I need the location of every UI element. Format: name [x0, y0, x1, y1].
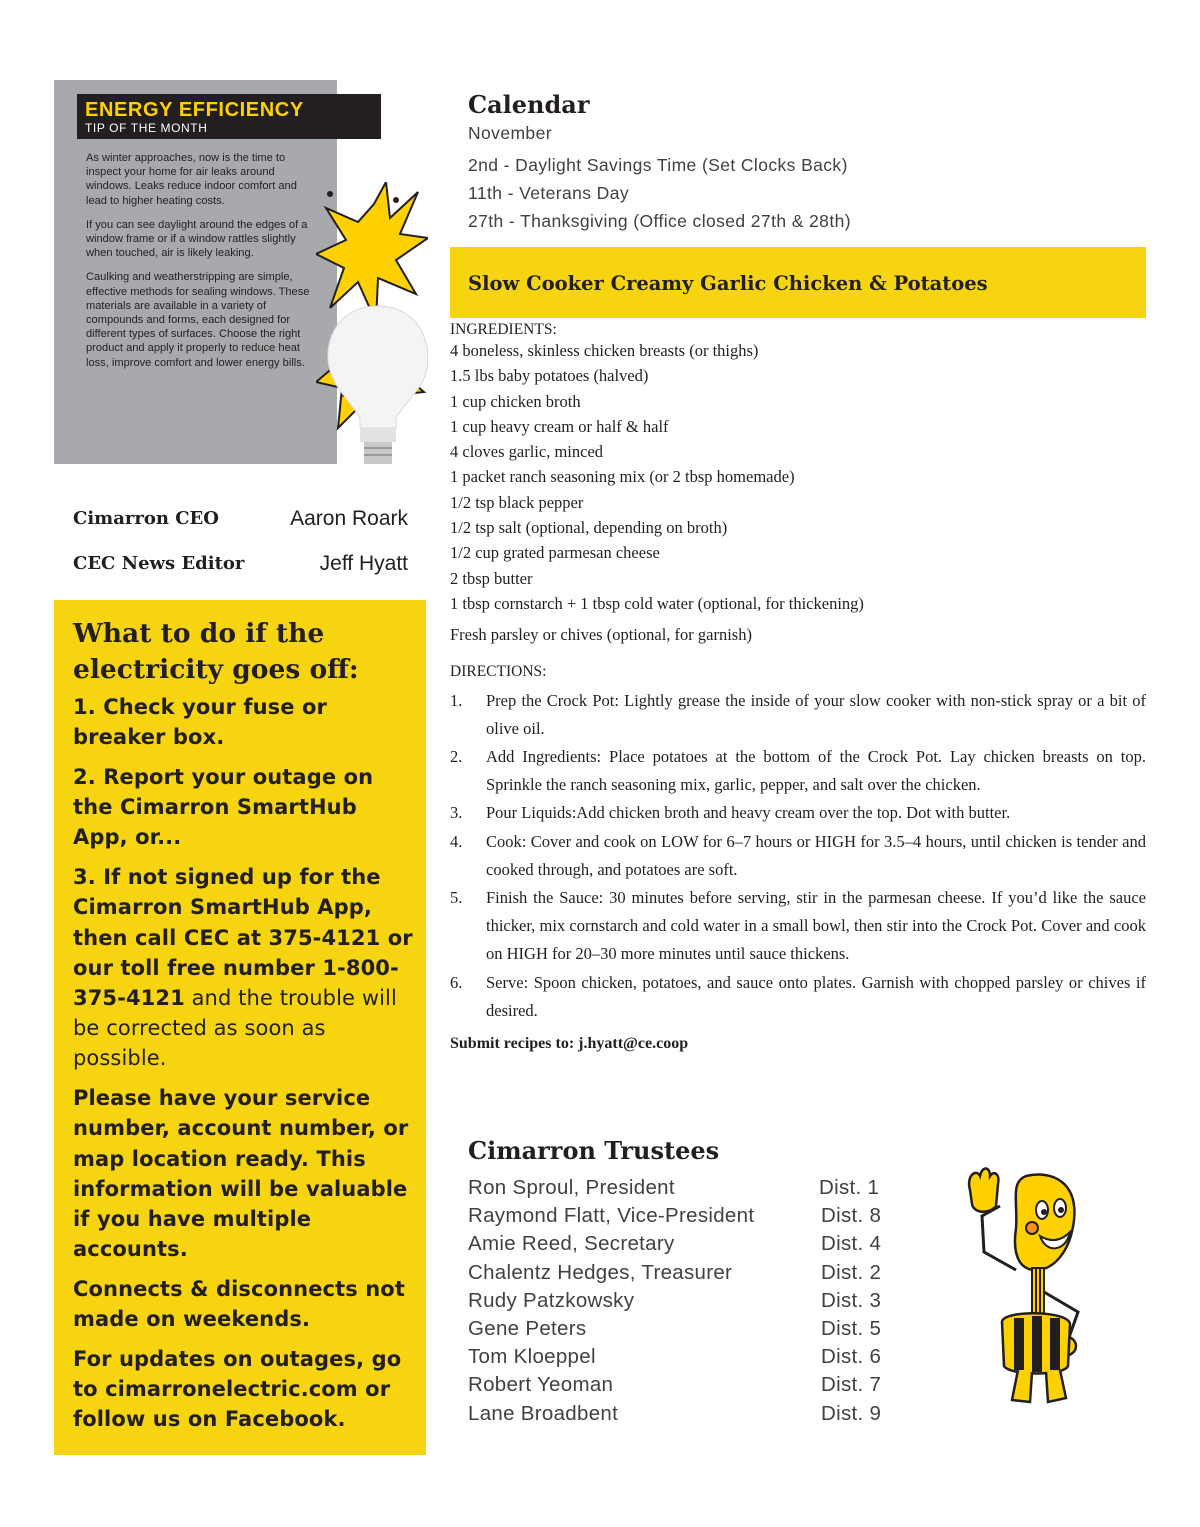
- ingredient-item: 1 tbsp cornstarch + 1 tbsp cold water (optional, for thickening): [450, 593, 864, 613]
- step-text: Serve: Spoon chicken, potatoes, and sauce onto plates. Garnish with chopped parsley or chives if desired.: [486, 972, 1146, 1020]
- ingredient-item: 1 cup chicken broth: [450, 391, 581, 411]
- trustee-district: Dist. 3: [821, 1288, 882, 1312]
- outage-step-rest: and the trouble will be corrected as soon as possible.: [73, 986, 397, 1071]
- mascot-arm: [982, 1206, 1016, 1270]
- submit-recipes-line: Submit recipes to: j.hyatt@ce.coop: [450, 1035, 689, 1052]
- step-text: Cook: Cover and cook on LOW for 6–7 hours or HIGH for 3.5–4 hours, until chicken is tender and cooked through, and potatoes are soft.: [486, 831, 1146, 879]
- trustee-row: [468, 1176, 908, 1204]
- mascot-nose: [1026, 1222, 1038, 1234]
- recipe-title-band: [450, 247, 1146, 318]
- ingredients-label: INGREDIENTS:: [450, 321, 557, 338]
- calendar-title: Calendar: [468, 90, 590, 119]
- outage-weekends: Connects & disconnects not made on weekends.: [73, 1277, 405, 1332]
- trustee-name: Tom Kloeppel: [468, 1345, 596, 1369]
- ingredient-item: 1/2 tsp black pepper: [450, 492, 584, 512]
- outage-step: [73, 862, 414, 1073]
- mascot-illustration: [960, 1162, 1088, 1408]
- trustee-district: Dist. 8: [821, 1204, 882, 1228]
- energy-tip-paragraph: As winter approaches, now is the time to inspect your home for air leaks around windows. Leaks reduce indoor comfort and lead to higher heating costs.: [86, 152, 297, 207]
- outage-step: 2. Report your outage on the Cimarron SmartHub App, or...: [73, 765, 374, 850]
- trustee-district: Dist. 2: [821, 1260, 882, 1284]
- mascot-leg: [1012, 1370, 1032, 1402]
- calendar-item: 27th - Thanksgiving (Office closed 27th & 28th): [468, 211, 851, 231]
- energy-tip-text: [86, 151, 318, 380]
- recipe-section: [450, 322, 1146, 1055]
- step-text: Finish the Sauce: 30 minutes before serving, stir in the parmesan cheese. If you’d like the sauce thicker, mix cornstarch and cold water in a small bowl, then stir into the Crock Pot. Cover and cook on HIGH for 20–30 more minutes until sauce thickens.: [486, 887, 1146, 964]
- trustee-name: Robert Yeoman: [468, 1373, 614, 1397]
- trustee-name: Amie Reed, Secretary: [468, 1232, 675, 1256]
- directions-label: DIRECTIONS:: [450, 662, 547, 680]
- calendar-month: November: [468, 123, 552, 143]
- trustee-row: [468, 1289, 908, 1317]
- direction-step: [450, 969, 1146, 1025]
- trustee-row: [468, 1402, 908, 1430]
- step-text: Prep the Crock Pot: Lightly grease the inside of your slow cooker with non-stick spray or a bit of olive oil.: [486, 690, 1146, 738]
- bulb-base: [360, 428, 396, 442]
- trustee-district: Dist. 7: [821, 1373, 882, 1397]
- outage-info: Please have your service number, account number, or map location ready. This information will be valuable if you have multiple accounts.: [73, 1086, 409, 1262]
- bulb-screw: [364, 442, 392, 464]
- step-number: 6.: [450, 972, 463, 992]
- outage-updates: For updates on outages, go to cimarronelectric.com or follow us on Facebook.: [73, 1347, 402, 1432]
- outage-heading: What to do if the electricity goes off:: [73, 618, 359, 685]
- energy-tip-paragraph: If you can see daylight around the edges of a window frame or if a window rattles slightly when touched, air is likely leaking.: [86, 218, 308, 260]
- energy-tip-subtitle: TIP OF THE MONTH: [85, 121, 208, 135]
- trustee-district: Dist. 9: [821, 1401, 882, 1425]
- trustee-row: [468, 1345, 908, 1373]
- starburst-shape: [316, 182, 428, 322]
- calendar-section: [468, 88, 1168, 235]
- ingredient-item: 1 cup heavy cream or half & half: [450, 416, 669, 436]
- direction-step: [450, 687, 1146, 743]
- trustee-district: Dist. 6: [821, 1345, 882, 1369]
- direction-step: [450, 799, 1146, 827]
- step-text: Pour Liquids:Add chicken broth and heavy cream over the top. Dot with butter.: [486, 803, 1011, 823]
- ingredient-item: 4 cloves garlic, minced: [450, 442, 604, 462]
- trustee-district: Dist. 5: [821, 1316, 882, 1340]
- outage-instructions-box: [54, 600, 426, 1455]
- staff-role: CEC News Editor: [73, 553, 245, 574]
- ingredient-item: 2 tbsp butter: [450, 568, 533, 588]
- trustee-name: Gene Peters: [468, 1316, 587, 1340]
- calendar-item: 11th - Veterans Day: [468, 183, 629, 203]
- direction-step: [450, 828, 1146, 884]
- trustee-name: Chalentz Hedges, Treasurer: [468, 1260, 733, 1284]
- energy-tip-title-band: [77, 94, 381, 139]
- step-number: 2.: [450, 746, 463, 766]
- trustee-row: [468, 1204, 908, 1232]
- trustee-name: Ron Sproul, President: [468, 1176, 675, 1199]
- energy-tip-box: [54, 80, 428, 464]
- trustee-name: Raymond Flatt, Vice-President: [468, 1204, 755, 1228]
- staff-role: Cimarron CEO: [73, 508, 219, 529]
- ingredient-item: 1/2 tsp salt (optional, depending on broth): [450, 518, 728, 538]
- dot-shape: [393, 197, 399, 203]
- dot-shape: [327, 191, 333, 197]
- staff-name: Aaron Roark: [290, 507, 408, 530]
- staff-row: [73, 508, 408, 534]
- staff-row: [73, 553, 408, 579]
- ingredient-item: 1 packet ranch seasoning mix (or 2 tbsp homemade): [450, 467, 795, 487]
- mascot-head: [1015, 1175, 1074, 1270]
- trustees-title: Cimarron Trustees: [468, 1136, 720, 1165]
- trustee-name: Rudy Patzkowsky: [468, 1288, 635, 1312]
- mascot-hand: [969, 1169, 998, 1212]
- ingredient-item: Fresh parsley or chives (optional, for garnish): [450, 625, 752, 645]
- energy-tip-title: ENERGY EFFICIENCY: [85, 99, 304, 121]
- step-number: 1.: [450, 690, 463, 710]
- step-number: 4.: [450, 831, 463, 851]
- step-number: 3.: [450, 803, 463, 823]
- energy-tip-paragraph: Caulking and weatherstripping are simple, effective methods for sealing windows. These materials are available in a variety of compounds and forms, each designed for different types of surfaces. Choose the right product and apply it properly to reduce heat loss, improve comfort and lower energy bills.: [86, 271, 310, 369]
- light-bulb-illustration: [316, 182, 428, 464]
- calendar-item: 2nd - Daylight Savings Time (Set Clocks Back): [468, 155, 848, 175]
- step-text: Add Ingredients: Place potatoes at the bottom of the Crock Pot. Lay chicken breasts on top. Sprinkle the ranch seasoning mix, garlic, pepper, and salt over the chicken.: [486, 746, 1146, 795]
- trustee-name: Lane Broadbent: [468, 1401, 619, 1425]
- ingredient-item: 4 boneless, skinless chicken breasts (or thighs): [450, 341, 759, 360]
- staff-name: Jeff Hyatt: [319, 552, 408, 575]
- trustee-row: [468, 1261, 908, 1289]
- ingredient-item: 1.5 lbs baby potatoes (halved): [450, 366, 649, 386]
- outage-step-bold: 3. If not signed up for the Cimarron SmartHub App, then call CEC at 375-4121 or our toll free number 1-800-375-4121: [73, 865, 413, 1011]
- step-number: 5.: [450, 887, 463, 907]
- direction-step: [450, 884, 1146, 969]
- ingredient-item: 1/2 cup grated parmesan cheese: [450, 543, 660, 563]
- direction-step: [450, 743, 1146, 799]
- trustee-district: Dist. 4: [821, 1232, 882, 1256]
- mascot-leg: [1046, 1370, 1066, 1402]
- trustee-row: [468, 1317, 908, 1345]
- recipe-title: Slow Cooker Creamy Garlic Chicken & Potatoes: [468, 272, 988, 295]
- trustees-section: [468, 1133, 908, 1430]
- trustee-row: [468, 1232, 908, 1260]
- trustee-row: [468, 1373, 908, 1401]
- trustee-district: Dist. 1: [819, 1176, 880, 1199]
- outage-step: 1. Check your fuse or breaker box.: [73, 695, 327, 750]
- mascot-neck: [1032, 1268, 1044, 1318]
